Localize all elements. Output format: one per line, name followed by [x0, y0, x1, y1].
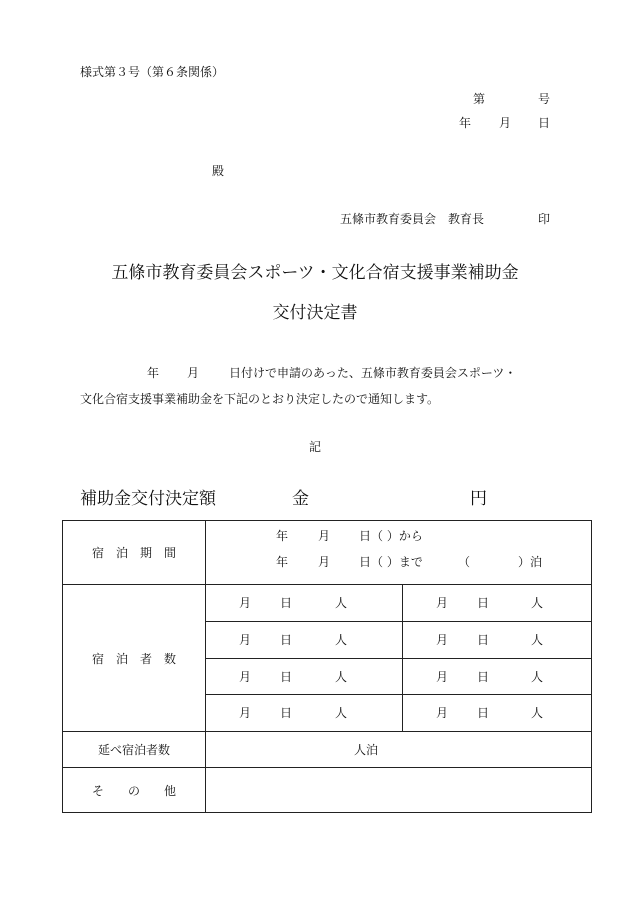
- guest-cell: [403, 585, 592, 622]
- body-line2-text: 文化合宿支援事業補助金を下記のとおり決定したので通知します。: [80, 392, 440, 406]
- body-month: 月: [187, 366, 200, 380]
- amount-yen: 円: [470, 489, 487, 509]
- amount-label: 補助金交付決定額: [80, 489, 216, 509]
- detail-table: [62, 520, 592, 813]
- total-value-cell: [206, 732, 592, 768]
- guest-cell-day: 日: [280, 596, 293, 610]
- guest-cell-month: 月: [239, 633, 252, 647]
- total-label: 延べ宿泊者数: [63, 732, 206, 768]
- guest-cell-month: 月: [436, 706, 449, 720]
- document-number-prefix: 第: [473, 92, 486, 106]
- issuer-name: 五條市教育委員会 教育長: [340, 212, 485, 226]
- guest-cell-people: 人: [531, 596, 544, 610]
- body-line1-text: 日付けで申請のあった、五條市教育委員会スポーツ・: [229, 366, 517, 380]
- form-number: 様式第３号（第６条関係）: [80, 65, 225, 79]
- addressee-honorific: 殿: [212, 164, 225, 178]
- body-year: 年: [147, 366, 160, 380]
- period-to-year: 年: [276, 555, 289, 569]
- guest-cell-people: 人: [335, 670, 348, 684]
- guest-cell-day: 日: [477, 596, 490, 610]
- guest-cell: [403, 695, 592, 732]
- guest-cell-month: 月: [239, 706, 252, 720]
- guest-cell-people: 人: [335, 706, 348, 720]
- guest-cell-people: 人: [531, 633, 544, 647]
- document-number-suffix: 号: [538, 92, 551, 106]
- guest-cell-month: 月: [436, 633, 449, 647]
- other-label: そ の 他: [63, 768, 206, 813]
- guest-cell-day: 日: [280, 670, 293, 684]
- period-label: 宿 泊 期 間: [63, 521, 206, 585]
- period-from-month: 月: [318, 529, 331, 543]
- guest-cell-month: 月: [239, 670, 252, 684]
- guest-cell: [206, 585, 403, 622]
- guest-cell-day: 日: [477, 706, 490, 720]
- guest-cell: [403, 622, 592, 659]
- document-title-line2: 交付決定書: [272, 303, 358, 323]
- guest-cell-people: 人: [531, 706, 544, 720]
- guest-cell-people: 人: [335, 596, 348, 610]
- guest-cell-day: 日: [280, 633, 293, 647]
- document-title-line1: 五條市教育委員会スポーツ・文化合宿支援事業補助金: [111, 263, 519, 283]
- period-to-day: 日（ ）まで: [359, 555, 423, 569]
- guests-row: [63, 585, 592, 622]
- guest-cell-people: 人: [335, 633, 348, 647]
- guests-label: 宿 泊 者 数: [63, 585, 206, 732]
- issue-date-year: 年: [459, 116, 472, 130]
- seal-mark: 印: [538, 212, 551, 226]
- period-from-day: 日（ ）から: [359, 529, 423, 543]
- nights-open-paren: （: [458, 555, 471, 569]
- guest-cell: [206, 622, 403, 659]
- period-from-year: 年: [276, 529, 289, 543]
- other-row: [63, 768, 592, 813]
- other-value-cell: [206, 768, 592, 813]
- total-row: [63, 732, 592, 768]
- guest-cell-month: 月: [436, 596, 449, 610]
- guest-cell: [403, 659, 592, 695]
- guest-cell-month: 月: [436, 670, 449, 684]
- guest-cell-day: 日: [477, 670, 490, 684]
- period-row: [63, 521, 592, 585]
- guest-cell-day: 日: [477, 633, 490, 647]
- issue-date-day: 日: [538, 116, 551, 130]
- guest-cell-people: 人: [531, 670, 544, 684]
- period-to-month: 月: [318, 555, 331, 569]
- issue-date-month: 月: [499, 116, 512, 130]
- amount-kin: 金: [292, 489, 309, 509]
- total-unit: 人泊: [354, 743, 379, 757]
- nights-close-label: ）泊: [518, 555, 543, 569]
- guest-cell: [206, 659, 403, 695]
- ki-heading: 記: [309, 440, 322, 454]
- guest-cell: [206, 695, 403, 732]
- guest-cell-month: 月: [239, 596, 252, 610]
- guest-cell-day: 日: [280, 706, 293, 720]
- period-value-cell: [206, 521, 592, 585]
